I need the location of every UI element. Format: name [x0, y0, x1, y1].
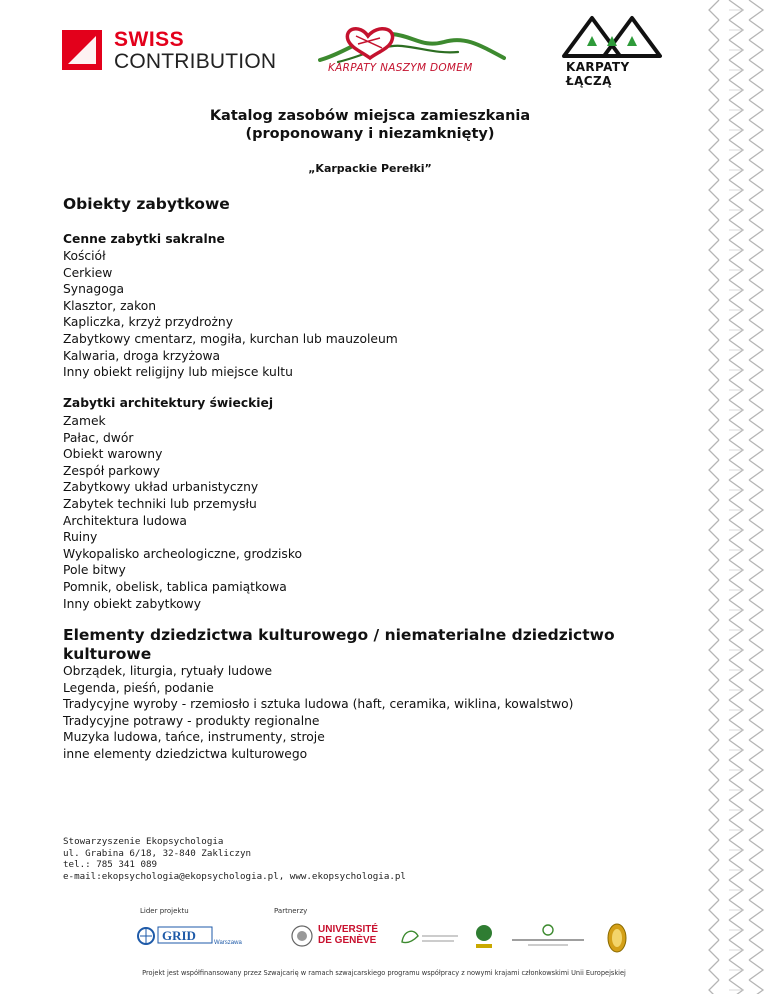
group-heading-swieckiej: Zabytki architektury świeckiej — [63, 396, 274, 410]
section-heading-dziedzictwo — [63, 626, 615, 664]
list-item: Inny obiekt religijny lub miejsce kultu — [63, 365, 293, 380]
swiss-word: SWISS — [114, 28, 185, 51]
list-item: Synagoga — [63, 282, 125, 297]
title-line-2: (proponowany i niezamknięty) — [245, 126, 495, 142]
group-heading-sakralne: Cenne zabytki sakralne — [63, 232, 225, 246]
list-item: Obiekt warowny — [63, 447, 163, 462]
funding-note: Projekt jest współfinansowany przez Szwajcarię w ramach szwajcarskiego programu współpracy z nowymi krajami członkowskimi Unii Europejskiej — [142, 969, 626, 977]
unep-grid-logo — [136, 926, 248, 948]
geneve-line-1: UNIVERSITÉ — [318, 924, 379, 935]
list-item: Kalwaria, droga krzyżowa — [63, 348, 221, 363]
list-item: Obrządek, liturgia, rytuały ludowe — [63, 664, 273, 678]
org-contact: e-mail:ekopsychologia@ekopsychologia.pl, www.ekopsychologia.pl — [63, 870, 406, 882]
list-item: Legenda, pieśń, podanie — [63, 680, 214, 695]
list-item: Zabytkowy układ urbanistyczny — [63, 480, 259, 495]
list-dziedzictwo — [63, 663, 573, 763]
decorative-chevron-strip — [705, 0, 768, 994]
partner-institution-logo — [508, 922, 588, 952]
contribution-word: CONTRIBUTION — [114, 50, 277, 73]
partners-label: Partnerzy — [274, 907, 308, 915]
list-item: Pomnik, obelisk, tablica pamiątkowa — [63, 579, 287, 594]
section-heading-obiekty-zabytkowe: Obiekty zabytkowe — [63, 195, 230, 213]
org-phone: tel.: 785 341 089 — [63, 859, 158, 870]
title-line-1: Katalog zasobów miejsca zamieszkania — [209, 108, 531, 124]
list-item: Zamek — [63, 414, 106, 428]
lead-label: Lider projektu — [140, 907, 189, 915]
organization-address — [63, 836, 406, 882]
karpaty-naszym-domem-logo — [318, 18, 506, 80]
mountains-icon — [562, 14, 662, 60]
ekopsychologia-logo — [396, 922, 460, 952]
list-item: Kapliczka, krzyż przydrożny — [63, 315, 234, 330]
list-item: Tradycyjne potrawy - produkty regionalne — [63, 713, 320, 728]
partner-emblem-gold — [606, 922, 628, 954]
section-heading-line-2: kulturowe — [63, 645, 152, 663]
unep-grid-city: Warszawa — [214, 940, 242, 946]
list-item: Pole bitwy — [63, 563, 126, 578]
list-item: Pałac, dwór — [63, 430, 134, 445]
list-sakralne — [63, 248, 398, 381]
list-item: Zespół parkowy — [63, 463, 161, 478]
document-subtitle: „Karpackie Perełki” — [308, 162, 432, 175]
mountain-heart-icon — [318, 18, 506, 64]
list-swieckiej — [63, 413, 302, 612]
list-item: Wykopalisko archeologiczne, grodzisko — [63, 546, 303, 561]
list-item: Cerkiew — [63, 265, 113, 280]
geneve-wordmark — [318, 924, 378, 946]
geneve-line-2: DE GENÈVE — [318, 935, 377, 946]
universite-de-geneve-logo — [290, 924, 379, 950]
partner-emblem-green — [472, 922, 496, 952]
karpaty-lacza-logo — [562, 14, 662, 88]
list-item: Muzyka ludowa, tańce, instrumenty, stroje — [63, 730, 325, 745]
list-item: inne elementy dziedzictwa kulturowego — [63, 746, 308, 761]
list-item: Tradycyjne wyroby - rzemiosło i sztuka ludowa (haft, ceramika, wiklina, kowalstwo) — [63, 697, 574, 712]
list-item: Klasztor, zakon — [63, 298, 157, 313]
section-heading-line-1: Elementy dziedzictwa kulturowego / niematerialne dziedzictwo — [63, 626, 615, 644]
list-item: Ruiny — [63, 530, 98, 545]
org-street: ul. Grabina 6/18, 32-840 Zakliczyn — [63, 847, 252, 859]
list-item: Architektura ludowa — [63, 513, 187, 528]
list-item: Zabytek techniki lub przemysłu — [63, 496, 257, 511]
karpaty-naszym-domem-text: KARPATY NASZYM DOMEM — [328, 62, 473, 74]
list-item: Inny obiekt zabytkowy — [63, 596, 201, 611]
unep-grid-word: GRID — [162, 928, 196, 943]
document-title — [120, 107, 620, 143]
geneve-crest-icon — [290, 924, 314, 948]
karpaty-lacza-text: KARPATY ŁĄCZĄ — [566, 60, 630, 88]
list-item: Kościół — [63, 249, 106, 263]
swiss-contribution-logo — [62, 28, 277, 74]
org-name: Stowarzyszenie Ekopsychologia — [63, 836, 224, 847]
swiss-flag-icon — [62, 30, 102, 70]
list-item: Zabytkowy cmentarz, mogiła, kurchan lub mauzoleum — [63, 331, 398, 346]
